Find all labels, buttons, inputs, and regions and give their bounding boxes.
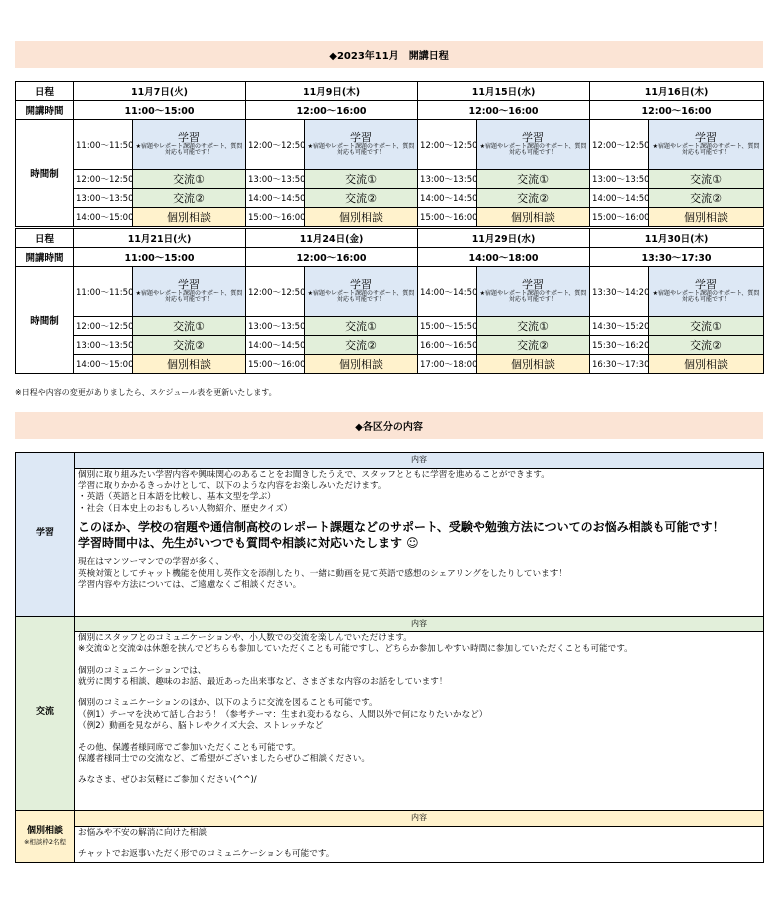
slot-time: 14:00〜14:50 <box>418 267 477 317</box>
day-hours: 12:00〜16:00 <box>590 101 764 120</box>
day-date: 11月30日(木) <box>590 229 764 248</box>
row-label-hours: 開講時間 <box>16 248 74 267</box>
study-cell: 学習 ★宿題やレポート課題のサポート、質問対応も可能です！ <box>477 120 590 170</box>
slot-time: 15:30〜16:20 <box>590 336 649 355</box>
kouryu1-cell: 交流① <box>649 317 764 336</box>
slot-time: 13:00〜13:50 <box>590 170 649 189</box>
kobetsu-cell: 個別相談 <box>649 208 764 227</box>
content-table <box>15 452 764 863</box>
slot-time: 12:00〜12:50 <box>74 317 133 336</box>
day-hours: 12:00〜16:00 <box>246 101 418 120</box>
day-date: 11月7日(火) <box>74 82 246 101</box>
kouryu2-cell: 交流② <box>649 336 764 355</box>
slot-time: 17:00〜18:00 <box>418 355 477 374</box>
day-hours: 11:00〜15:00 <box>74 101 246 120</box>
slot-time: 13:00〜13:50 <box>74 189 133 208</box>
kobetsu-cell: 個別相談 <box>305 355 418 374</box>
kobetsu-cell: 個別相談 <box>477 208 590 227</box>
row-label-date: 日程 <box>16 82 74 101</box>
row-label-date: 日程 <box>16 229 74 248</box>
study-content: 個別に取り組みたい学習内容や興味関心のあることをお聞きしたうえで、スタッフとともに学習を進めることができます。 学習に取りかかるきっかけとして、以下のような内容をお楽しみいただけます。 ・英語（英語と日本語を比較し、基本文型を学ぶ） ・社会（日本史上のおもしろい人物紹介、歴史クイズ） このほか、学校の宿題や通信制高校のレポート課題などのサポート、受験や勉強方法についてのお悩み相談も可能です！ 学習時間中は、先生がいつでも質問や相談に対応いたします ☺ 現在はマンツーマンでの学習が多く、 英検対策としてチャット機能を使用し英作文を添削したり、一緒に動画を見て英語で感想のシェアリングをしたりしています！ 学習内容や方法については、ご遠慮なくご相談ください。 <box>75 468 764 616</box>
slot-time: 13:00〜13:50 <box>74 336 133 355</box>
slot-time: 12:00〜12:50 <box>590 120 649 170</box>
kouryu2-cell: 交流② <box>477 336 590 355</box>
slot-time: 12:00〜12:50 <box>246 120 305 170</box>
slot-time: 14:00〜14:50 <box>590 189 649 208</box>
slot-time: 14:00〜14:50 <box>418 189 477 208</box>
schedule-table-week-2 <box>15 228 764 374</box>
day-date: 11月9日(木) <box>246 82 418 101</box>
slot-time: 15:00〜16:00 <box>246 208 305 227</box>
kouryu1-cell: 交流① <box>305 317 418 336</box>
schedule-banner: ◆2023年11月 開講日程 <box>15 41 763 68</box>
slot-time: 13:00〜13:50 <box>246 170 305 189</box>
slot-time: 15:00〜16:00 <box>246 355 305 374</box>
slot-time: 11:00〜11:50 <box>74 120 133 170</box>
slot-time: 13:00〜13:50 <box>418 170 477 189</box>
kouryu2-cell: 交流② <box>133 336 246 355</box>
slot-time: 12:00〜12:50 <box>74 170 133 189</box>
slot-time: 14:00〜15:00 <box>74 208 133 227</box>
study-cell: 学習 ★宿題やレポート課題のサポート、質問対応も可能です！ <box>649 120 764 170</box>
content-header: 内容 <box>75 453 764 469</box>
kobetsu-cell: 個別相談 <box>477 355 590 374</box>
slot-time: 14:00〜14:50 <box>246 189 305 208</box>
kouryu2-cell: 交流② <box>133 189 246 208</box>
section-label-kobetsu: 個別相談 ※相談枠2名程 <box>16 811 75 863</box>
slot-time: 16:30〜17:30 <box>590 355 649 374</box>
kouryu-content: 個別にスタッフとのコミュニケーションや、小人数での交流を楽しんでいただけます。 ※交流①と交流②は休憩を挟んでどちらも参加していただくことも可能ですし、どちらか参加しやすい時間に参加していただくことも可能です。 個別のコミュニケーションでは、 就労に関する相談、趣味のお話、最近あった出来事など、さまざまな内容のお話をしています！ 個別のコミュニケーションのほか、以下のように交流を図ることも可能です。 （例1）テーマを決めて話し合おう！（参考テーマ：生まれ変わるなら、人間以外で何になりたいかなど） （例2）動画を見ながら、脳トレやクイズ大会、ストレッチなど その他、保護者様同席でご参加いただくことも可能です。 保護者様同士での交流など、ご希望がございましたらぜひご相談ください。 みなさま、ぜひお気軽にご参加ください(^^)/ <box>75 632 764 811</box>
day-date: 11月24日(金) <box>246 229 418 248</box>
kouryu1-cell: 交流① <box>477 317 590 336</box>
kobetsu-cell: 個別相談 <box>649 355 764 374</box>
content-header: 内容 <box>75 616 764 632</box>
schedule-note: ※日程や内容の変更がありましたら、スケジュール表を更新いたします。 <box>15 388 277 397</box>
kouryu2-cell: 交流② <box>649 189 764 208</box>
slot-time: 14:00〜15:00 <box>74 355 133 374</box>
slot-time: 11:00〜11:50 <box>74 267 133 317</box>
study-cell: 学習 ★宿題やレポート課題のサポート、質問対応も可能です！ <box>649 267 764 317</box>
slot-time: 13:30〜14:20 <box>590 267 649 317</box>
day-hours: 12:00〜16:00 <box>418 101 590 120</box>
day-date: 11月29日(水) <box>418 229 590 248</box>
kobetsu-cell: 個別相談 <box>133 208 246 227</box>
kouryu1-cell: 交流① <box>133 170 246 189</box>
kouryu2-cell: 交流② <box>305 336 418 355</box>
slot-time: 14:00〜14:50 <box>246 336 305 355</box>
kouryu1-cell: 交流① <box>133 317 246 336</box>
day-hours: 11:00〜15:00 <box>74 248 246 267</box>
slot-time: 15:00〜16:00 <box>418 208 477 227</box>
day-hours: 12:00〜16:00 <box>246 248 418 267</box>
slot-time: 12:00〜12:50 <box>246 267 305 317</box>
row-label-timetable: 時間制 <box>16 267 74 374</box>
study-cell: 学習 ★宿題やレポート課題のサポート、質問対応も可能です！ <box>305 120 418 170</box>
slot-time: 16:00〜16:50 <box>418 336 477 355</box>
day-date: 11月21日(火) <box>74 229 246 248</box>
section-label-study: 学習 <box>16 453 75 617</box>
day-date: 11月16日(木) <box>590 82 764 101</box>
slot-time: 12:00〜12:50 <box>418 120 477 170</box>
slot-time: 13:00〜13:50 <box>246 317 305 336</box>
day-date: 11月15日(水) <box>418 82 590 101</box>
slot-time: 15:00〜15:50 <box>418 317 477 336</box>
study-cell: 学習 ★宿題やレポート課題のサポート、質問対応も可能です！ <box>133 120 246 170</box>
study-cell: 学習 ★宿題やレポート課題のサポート、質問対応も可能です！ <box>477 267 590 317</box>
kouryu1-cell: 交流① <box>305 170 418 189</box>
kobetsu-cell: 個別相談 <box>133 355 246 374</box>
kobetsu-cell: 個別相談 <box>305 208 418 227</box>
row-label-hours: 開講時間 <box>16 101 74 120</box>
section-label-kouryu: 交流 <box>16 616 75 811</box>
kouryu2-cell: 交流② <box>477 189 590 208</box>
kouryu1-cell: 交流① <box>477 170 590 189</box>
day-hours: 13:30〜17:30 <box>590 248 764 267</box>
content-header: 内容 <box>75 811 764 827</box>
kouryu2-cell: 交流② <box>305 189 418 208</box>
study-cell: 学習 ★宿題やレポート課題のサポート、質問対応も可能です！ <box>305 267 418 317</box>
day-hours: 14:00〜18:00 <box>418 248 590 267</box>
slot-time: 15:00〜16:00 <box>590 208 649 227</box>
kobetsu-sublabel: ※相談枠2名程 <box>23 838 67 847</box>
schedule-table-week-1 <box>15 81 764 227</box>
slot-time: 14:30〜15:20 <box>590 317 649 336</box>
kouryu1-cell: 交流① <box>649 170 764 189</box>
kobetsu-content: お悩みや不安の解消に向けた相談 チャットでお返事いただく形でのコミュニケーションも可能です。 <box>75 826 764 862</box>
study-cell: 学習 ★宿題やレポート課題のサポート、質問対応も可能です！ <box>133 267 246 317</box>
row-label-timetable: 時間制 <box>16 120 74 227</box>
content-banner: ◆各区分の内容 <box>15 412 763 439</box>
